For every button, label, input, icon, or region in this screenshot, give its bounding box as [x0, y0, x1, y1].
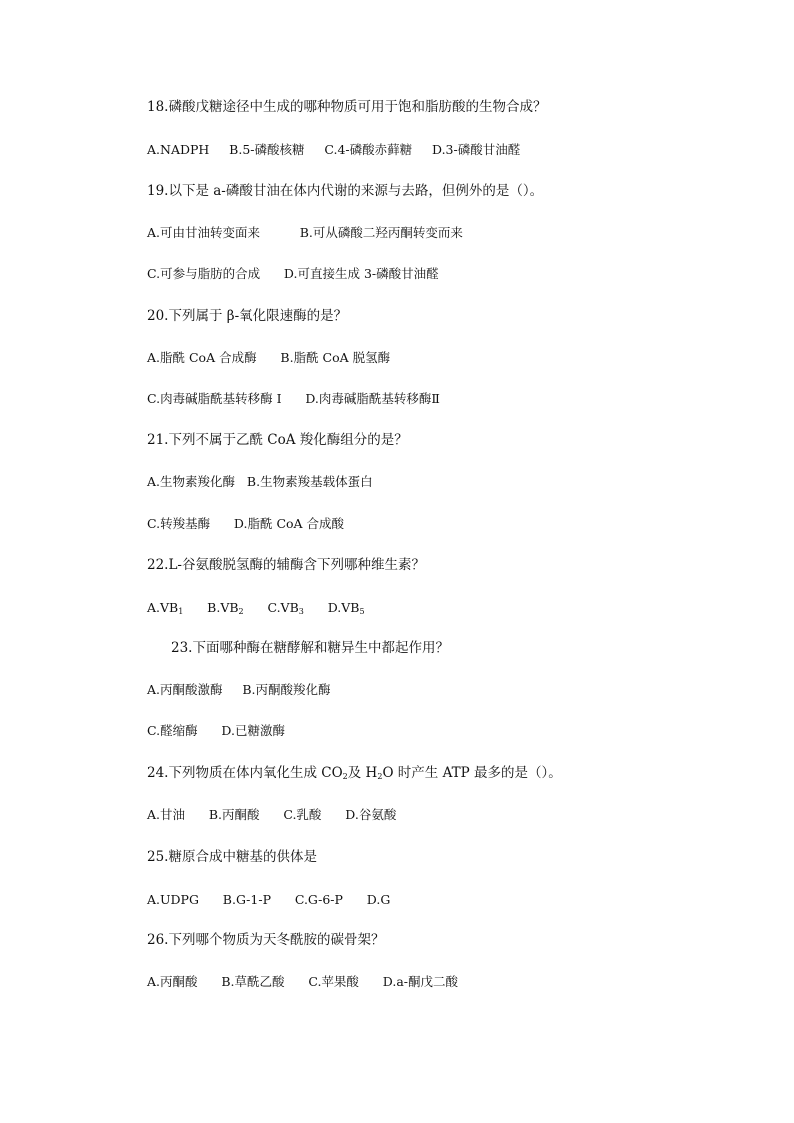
question-24-options: A.甘油 B.丙酮酸 C.乳酸 D.谷氨酸 — [147, 807, 397, 822]
question-20-options-line-1: A.脂酰 CoA 合成酶 B.脂酰 CoA 脱氢酶 — [147, 350, 391, 365]
question-20-stem: 20.下列属于 β-氧化限速酶的是？ — [147, 308, 348, 324]
question-20-options-line-2: C.肉毒碱脂酰基转移酶 I D.肉毒碱脂酰基转移酶Ⅱ — [147, 391, 440, 406]
question-23-options-line-1: A.丙酮酸激酶 B.丙酮酸羧化酶 — [147, 682, 331, 697]
question-26-options: A.丙酮酸 B.草酰乙酸 C.苹果酸 D.a-酮戊二酸 — [147, 974, 458, 989]
option-d: $D.VB_5$ — [327, 600, 365, 616]
question-21-options-line-1: A.生物素羧化酶 B.生物素羧基载体蛋白 — [147, 474, 373, 489]
question-21-options-line-2: C.转羧基酶 D.脂酰 CoA 合成酸 — [147, 516, 345, 531]
question-23-stem: 23.下面哪种酶在糖酵解和糖异生中都起作用？ — [171, 640, 449, 656]
question-23-options-line-2: C.醛缩酶 D.已糖激酶 — [147, 723, 285, 738]
question-18-options: A.NADPH B.5-磷酸核糖 C.4-磷酸赤藓糖 D.3-磷酸甘油醛 — [147, 142, 521, 157]
option-c: $C.VB_3$ — [267, 600, 304, 616]
question-19-stem: 19.以下是 a-磷酸甘油在体内代谢的来源与去路，但例外的是（）。 — [147, 183, 544, 199]
question-18-stem: 18.磷酸戊糖途径中生成的哪种物质可用于饱和脂肪酸的生物合成？ — [147, 99, 547, 115]
question-25-stem: 25.糖原合成中糖基的供体是 — [147, 849, 317, 865]
question-26-stem: 26.下列哪个物质为天冬酰胺的碳骨架？ — [147, 932, 385, 948]
option-b: $B.VB_2$ — [207, 600, 244, 616]
question-19-options-line-2: C.可参与脂肪的合成 D.可直接生成 3-磷酸甘油醛 — [147, 266, 439, 281]
question-25-options: A.UDPG B.G-1-P C.G-6-P D.G — [147, 892, 391, 907]
option-a: $A.VB_1$ — [147, 600, 184, 616]
question-19-options-line-1: A.可由甘油转变面来 B.可从磷酸二羟丙酮转变而来 — [147, 225, 463, 240]
question-22-stem: 22.L-谷氨酸脱氢酶的辅酶含下列哪种维生素？ — [147, 557, 425, 573]
question-24-stem: 24.下列物质在体内氧化生成 $CO_2$及 $H_2O$ 时产生 ATP 最多的是（）。 — [147, 765, 562, 781]
question-21-stem: 21.下列不属于乙酰 CoA 羧化酶组分的是？ — [147, 432, 408, 448]
question-22-options — [147, 600, 365, 616]
